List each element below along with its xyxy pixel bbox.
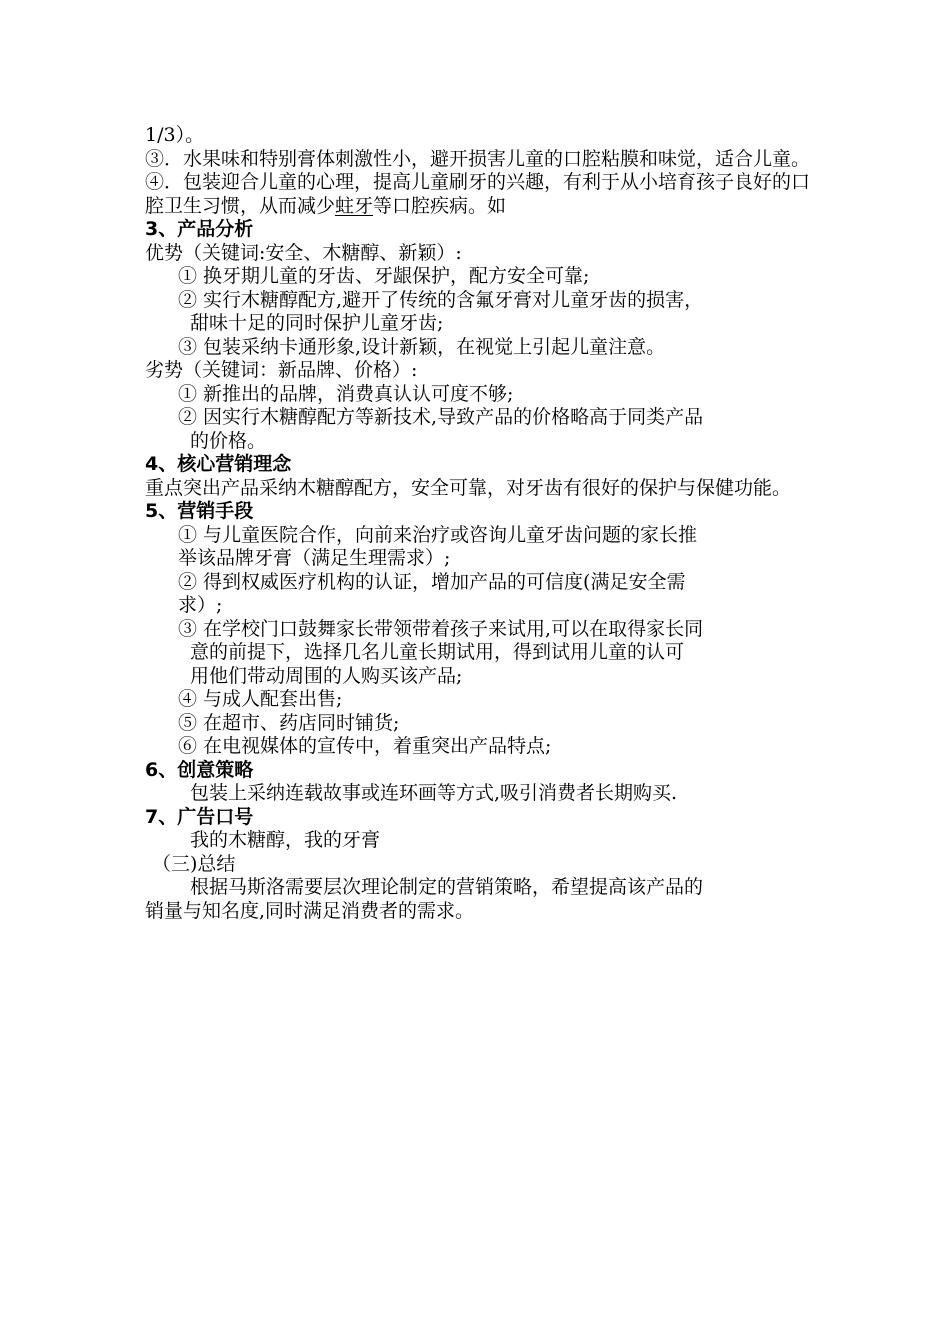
intro-point-4-tail: 等口腔疾病。如 (373, 194, 507, 217)
method-item-2-cont: 求）; (178, 594, 223, 616)
advantage-item-3: ③ 包装采纳卡通形象,设计新颖，在视觉上引起儿童注意。 (178, 335, 666, 358)
section-4-heading: 4、核心营销理念 (145, 453, 292, 475)
section-6-heading: 6、创意策略 (145, 758, 254, 781)
method-item-4: ④ 与成人配套出售; (178, 688, 343, 710)
section-8-heading: （三)总结 (152, 852, 236, 875)
document-body (145, 124, 810, 923)
intro-point-4-text: ④．包装迎合儿童的心理，提高儿童刷牙的兴趣，有利于从小培育孩子良好的口腔卫生习惯，从而减少 (145, 171, 811, 217)
disadvantage-item-2: ② 因实行木糖醇配方等新技术,导致产品的价格略高于同类产品 (178, 406, 704, 428)
section-7-body: 我的木糖醇，我的牙膏 (190, 829, 381, 851)
section-5-heading: 5、营销手段 (145, 500, 254, 522)
advantage-item-2: ② 实行木糖醇配方,避开了传统的含氟牙膏对儿童牙齿的损害， (178, 288, 704, 311)
intro-point-3: ③．水果味和特别膏体刺激性小，避开损害儿童的口腔粘膜和味觉，适合儿童。 (145, 147, 811, 170)
section-8-body-2: 销量与知名度,同时满足消费者的需求。 (145, 899, 475, 922)
disadvantage-item-2-cont: 的价格。 (190, 429, 267, 452)
section-4-body: 重点突出产品采纳木糖醇配方，安全可靠，对牙齿有很好的保护与保健功能。 (145, 476, 792, 499)
section-7-heading: 7、广告口号 (145, 805, 254, 828)
underlined-term: 蛀牙 (335, 194, 374, 217)
disadvantage-item-1: ① 新推出的品牌，消费真认认可度不够; (178, 382, 514, 405)
method-item-1: ① 与儿童医院合作，向前来治疗或咨询儿童牙齿问题的家长推 (178, 523, 698, 546)
advantage-item-2-cont: 甜味十足的同时保护儿童牙齿; (190, 312, 444, 334)
method-item-2: ② 得到权威医疗机构的认证，增加产品的可信度(满足安全需 (178, 570, 686, 593)
method-item-3-cont-1: 意的前提下，选择几名儿童长期试用，得到试用儿童的认可 (190, 641, 685, 663)
method-item-3-cont-2: 用他们带动周围的人购买该产品; (190, 664, 463, 687)
advantage-item-1: ① 换牙期儿童的牙齿、牙龈保护，配方安全可靠; (178, 265, 590, 287)
method-item-6: ⑥ 在电视媒体的宣传中，着重突出产品特点; (178, 735, 552, 757)
intro-line-1: 1/3）。 (145, 124, 205, 146)
method-item-3: ③ 在学校门口鼓舞家长带领带着孩子来试用,可以在取得家长同 (178, 617, 704, 640)
advantages-label: 优势（关键词:安全、木糖醇、新颖）: (145, 241, 462, 264)
disadvantages-label: 劣势（关键词：新品牌、价格）: (145, 359, 418, 381)
method-item-5: ⑤ 在超市、药店同时铺货; (178, 711, 400, 734)
method-item-1-cont: 举该品牌牙膏（满足生理需求）; (178, 547, 451, 569)
section-6-body: 包装上采纳连载故事或连环画等方式,吸引消费者长期购买. (190, 782, 678, 804)
section-8-body-1: 根据马斯洛需要层次理论制定的营销策略，希望提高该产品的 (190, 876, 704, 898)
intro-point-4 (145, 171, 810, 218)
section-3-heading: 3、产品分析 (145, 218, 254, 240)
